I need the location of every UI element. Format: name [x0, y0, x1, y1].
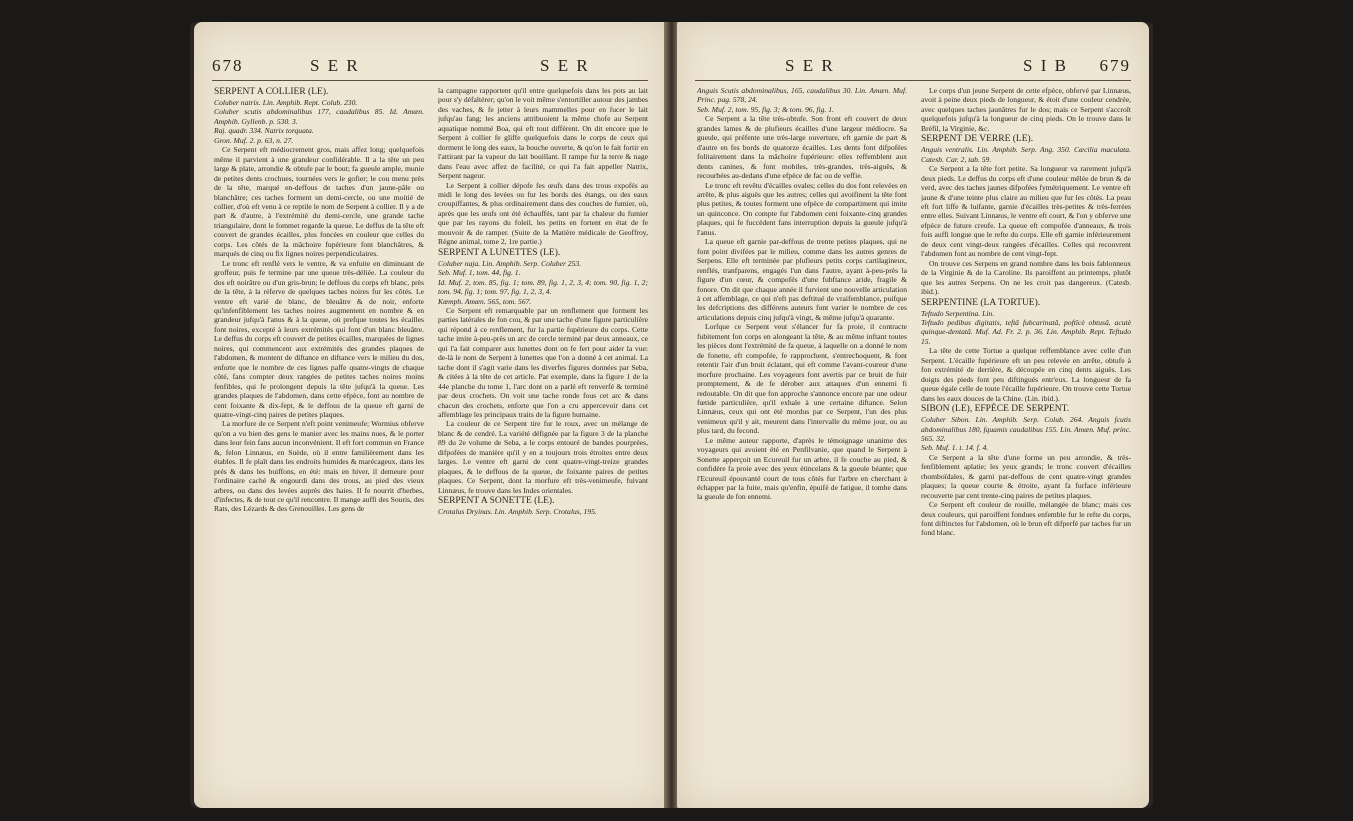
- paragraph: Le même auteur rapporte, d'après le témoignage unanime des voyageurs qui avoient été en Penfilvanie, que quand le Serpent à Sonette apperçoit un Ecureuil fur un arbre, il fe couche au pied, & confidère fa proie avec des yeux étincelans & la gueule béante; que l'Ecureuil épouvanté court de tous côtés fur l'arbre en cherchant à échapper par la fuite, mais qu'enfin, épuifé de fatigue, il tombe dans la gueule de fon ennemi.: [697, 435, 907, 502]
- running-head: S E R: [310, 56, 360, 75]
- paragraph: la campagne rapportent qu'il entre quelquefois dans les pots au lait pour s'y défaltérer; qu'on le voit même s'entortiller autour des jambes des vaches, & fe jetter à leurs mammelles pour en fucer le lait jufqu'au fang; les anciens attribuoient la même chofe au Serpent aquatique nommé Boa, qui eft tout différent. On dit encore que le Serpent à collier fe gliffe quelquefois dans le corps de ceux qui dorment le long des eaux, la bouche ouverte, & qu'on le fait fortir en l'attirant par la vapeur du lait bouillant. Il rampe fur la terre & nage dans l'eau avec affez de facilité, ce qui l'a fait appeller Natrix, Serpent nageur.: [438, 86, 648, 181]
- reference-line: Gron. Muf. 2. p. 63, n. 27.: [214, 135, 294, 145]
- paragraph: On trouve ces Serpens en grand nombre dans les bois fablonneux de la Virginie & de la Caroline. Ils paroiffent au printemps, plutôt que les autres Serpens. On ne les croit pas dangereux. (Catesb. ibid.).: [921, 258, 1131, 297]
- reference-line: Seb. Muf. 2, tom. 95, fig. 3; & tom. 96, fig. 1.: [697, 104, 834, 114]
- entry-heading: SERPENTINE (LA TORTUE).: [921, 297, 1041, 308]
- reference-line: Coluber naja. Lin. Amphib. Serp. Coluber 253.: [438, 258, 582, 268]
- left-page-header: [212, 56, 648, 78]
- reference-line: Teftudo Serpentina. Lin.: [921, 308, 995, 318]
- paragraph: Le tronc eft renflé vers le ventre, & va enfuite en diminuant de groffeur, puis fe termine par une queue très-déliée. La couleur du dos eft noirâtre ou d'un gris-brun; le deffous du corps eft blanc, près de la tête, à la réferve de quelques taches noires fur les côtés. Le ventre eft varié de blanc, de bleuâtre & de noir, enforte qu'infenfiblement les taches noires augmentent en nombre & en grandeur jufqu'à l'anus & à la queue, où prefque toutes les écailles font noires, excepté à leurs extrémités qui font d'un blanc bleuâtre. Le deffus du corps eft couvert de petites écailles, marquées de lignes noires, qui commencent aux extrémités des grandes plaques de l'abdomen, & montent de diftance en diftance vers le milieu du dos, enforte que le nombre de ces lignes paffe quatre-vingts de chaque côté, fans compter deux rangées de petites taches noires moins fenfibles, qui fe prolongent depuis la tête jufqu'à la queue. Les grandes plaques de l'abdomen, dans cette efpèce, font au nombre de cent foixante & dix-fept, & le deffous de la queue eft garni de quatre-vingt-cinq paires de petites plaques.: [214, 258, 424, 419]
- reference-line: Kœmph. Amæn. 565, tom. 567.: [438, 296, 532, 306]
- header-rule: [695, 80, 1131, 81]
- paragraph: Ce Serpent eft couleur de rouille, mélangée de blanc; mais ces deux couleurs, qui paroiffent fondues enfemble fur le refte du corps, font diftinctes fur l'abdomen, où le brun eft difperfé par taches fur un fond blanc.: [921, 500, 1131, 538]
- text-column: [214, 86, 424, 514]
- running-head: S E R: [540, 56, 590, 75]
- reference-line: Seb. Muf. 1, tom. 44, fig. 1.: [438, 268, 521, 278]
- entry-heading: SERPENT A LUNETTES (LE).: [438, 247, 561, 258]
- reference-line: Anguis Scutis abdominalibus, 165, caudalibus 30. Lin. Amæn. Muf. Princ. pag. 578, 24.: [697, 86, 907, 105]
- paragraph: Ce Serpent eft remarquable par un renflement que forment les parties latérales de fon cou, & par une tache d'une figure particulière qui répond à ce renflement, fur la partie fupérieure du corps. Cette tache imite à-peu-près un arc de cercle terminé par deux anneaux, ce qui l'a fait comparer aux lunettes dont on fe fert pour aider la vue: de-là le nom de Serpent à lunettes que l'on a donné à cet animal. La tache dont il s'agit varie dans les diverfes figures données par Seba, & citées à la tête de cet article. Par exemple, dans la figure 1 de la 44e planche du tome 1, l'arc dont on a parlé eft renverfé & terminé par deux crochets. On voit une tache ronde fous cet arc & dans chacun des crochets, enforte que l'on a cru appercevoir dans cet affemblage les principaux traits de la figure humaine.: [438, 305, 648, 419]
- left-page: [194, 22, 666, 808]
- running-head: S E R: [785, 56, 835, 75]
- entry-heading: SIBON (LE), EFPÈCE DE SERPENT.: [921, 404, 1070, 415]
- entry-heading: SERPENT A COLLIER (LE).: [214, 87, 329, 97]
- paragraph: Le tronc eft revêtu d'écailles ovales; celles du dos font relevées en arrête, & plus aiguës que les autres; celles qui avoifinent la tête font plus petites, & toutes forment une efpèce de compartiment qui imite un quinconce. On compte fur l'abdomen cent foixante-cinq grandes plaques, qui fe fuccèdent fans interruption depuis la gueule jufqu'à l'anus.: [697, 180, 907, 237]
- paragraph: Ce Serpent a la tête fort petite. Sa longueur va rarement jufqu'à deux pieds. Le deffus du corps eft d'une couleur mêlée de brun & de verd, avec des taches jaunes difpofées fymétriquement. Le ventre eft jaune & d'une teinte plus claire au milieu que fur les côtés. La peau eft fort liffe & luifante, garnie d'écailles très-petites & très-ferrées entre elles. Suivant Linnæus, le ventre eft court, & l'on y obferve une efpèce de future creufe. La queue eft compofée d'anneaux, & trois fois auffi longue que le refte du corps. Elle eft garnie inférieurement de deux cent vingt-deux rangées d'écailles. Celles qui recouvrent l'abdomen font au nombre de cent vingt-fept.: [921, 164, 1131, 259]
- reference-line: Teftudo pedibus digitatis, teftâ fubcarinatâ, poftîcè obtusâ, acutè quinque-dentatâ. Muf. Ad. Fr. 2. p. 36. Lin. Amphib. Rept. Teftudo 15.: [921, 317, 1131, 346]
- paragraph: Ce Serpent eft médiocrement gros, mais affez long; quelquefois même il parvient à une grandeur confidérable. Il a la tête un peu large & plate, arrondie & obtufe par le bout; fa gueule ample, munie de petites dents crochues, tournées vers le gofier; le cou menu près de la tête, marqué en-deffous de taches d'un jaune-pâle ou blanchâtre; ces taches forment un demi-cercle, ou une moitié de collier, d'où eft venu à ce reptile le nom de Serpent à collier. Il y a de part & d'autre, à l'extrémité du demi-cercle, une grande tache triangulaire, dont le fommet regarde la queue. Le deffus de la tête eft couvert de grandes écailles, plus foncées en couleur que celles du corps. Les côtés de la mâchoire fupérieure font blanchâtres, & marqués de cinq ou fix lignes noires perpendiculaires.: [214, 145, 424, 259]
- paragraph: La morfure de ce Serpent n'eft point venimeufe; Wormius obferve qu'on a vu bien des gens le manier avec les mains nues, & le porter dans leur fein fans aucun inconvénient. Il eft fort commun en France &, felon Linnæus, en Suède, où il entre familièrement dans les étables. Il fe plaît dans les endroits humides & marécageux, dans les prés & dans les buiffons, en été: mais en hiver, il demeure pour l'ordinaire caché & engourdi dans des trous, au pied des vieux arbres, ou dans des levées auprès des haies. Il fe nourrit d'herbes, d'infectes, & de tout ce qu'il rencontre. Il mange auffi des Souris, des Rats, des Lézards & des Grenouilles. Les gens de: [214, 419, 424, 514]
- page-number: 679: [1099, 56, 1131, 75]
- reference-line: Id. Muf. 2, tom. 85, fig. 1; tom. 89, fig. 1, 2, 3, 4; tom. 90, fig. 1, 2; tom. 94, fig. 1; tom. 97, fig. 1, 2, 3, 4.: [438, 277, 648, 297]
- paragraph: La tête de cette Tortue a quelque reffemblance avec celle d'un Serpent. L'écaille fupérieure eft un peu relevée en arrête, obtufe à fon extrémité de derrière, & découpée en cinq dents aiguës. Les doigts des pieds font peu diftingués entr'eux. La longueur de fa queue égale celle de toute l'écaille fupérieure. On trouve cette Tortue dans les eaux douces de la Chine. (Lin. ibid.).: [921, 346, 1131, 403]
- header-rule: [212, 80, 648, 81]
- running-head: S I B: [1023, 56, 1068, 75]
- text-column: [921, 86, 1131, 538]
- right-page-header: [695, 56, 1131, 78]
- entry-heading: SERPENT A SONETTE (LE).: [438, 496, 555, 507]
- text-column: [438, 86, 648, 516]
- paragraph: Ce Serpent a la tête d'une forme un peu arrondie, & très-fenfiblement aplatie; les yeux grands; le tronc couvert d'écailles rhomboïdales, & garni par-deffous de cent quatre-vingt grandes plaques; la queue courte & étroite, ayant fa furface inférieure recouverte par cent trente-cinq paires de petites plaques.: [921, 452, 1131, 500]
- paragraph: Le Serpent à collier dépofe fes œufs dans des trous expofés au midi le long des levées ou fur les bords des étangs, ou des eaux croupiffantes, & plus ordinairement dans des couches de fumier, où, après que les œufs ont été échauffés, tant par la chaleur du fumier que par les rayons du foleil, les petits en fortent en état de fe mouvoir & de ramper. (Suite de la Matière médicale de Geoffroy, Règne animal, tome 2, 1re partie.): [438, 180, 648, 247]
- right-page: [677, 22, 1149, 808]
- entry-heading: SERPENT DE VERRE (LE).: [921, 134, 1034, 145]
- paragraph: Ce Serpent a la tête très-obtufe. Son front eft couvert de deux grandes lames & de plufieurs écailles d'une largeur médiocre. Sa gueule, qui préfente une très-large ouverture, eft garnie de part & d'autre en fes bords de quatorze écailles. Les dents font difpofées folitairement dans la mâchoire fupérieure: elles reffemblent aux dents canines, & font mobiles, très-grandes, très-aiguës, & recourbées au-dedans d'une efpèce de fac ou de veffie.: [697, 114, 907, 181]
- book-spread: [190, 22, 1153, 808]
- reference-line: Raj. quadr. 334. Natrix torquata.: [214, 126, 314, 136]
- reference-line: Coluber Sibon. Lin. Amphib. Serp. Colub. 264. Anguis fcutis abdominalibus 180, fquamis caudalibus 155. Lin. Amæn. Muf. princ. 565. 32.: [921, 415, 1131, 443]
- text-column: [697, 86, 907, 502]
- paragraph: Le corps d'un jeune Serpent de cette efpèce, obfervé par Linnæus, avoit à peine deux pieds de longueur, & étoit d'une couleur cendrée, avec quelques taches jaunâtres fur le dos; mais ce Serpent s'accroît quelquefois jufqu'à la longueur de cinq pieds. On le trouve dans le Bréfil, la Virginie, &c.: [921, 86, 1131, 133]
- reference-line: Coluber natrix. Lin. Amphib. Rept. Colub. 230.: [214, 98, 358, 107]
- reference-line: Anguis ventralis. Lin. Amphib. Serp. Ang. 350. Cæcilia maculata. Catesb. Car. 2, tab. 59.: [921, 145, 1131, 164]
- reference-line: Crotalus Dryinas. Lin. Amphib. Serp. Crotalus, 195.: [438, 507, 597, 517]
- paragraph: Lorfque ce Serpent veut s'élancer fur fa proie, il contracte fubitement fon corps en alongeant la tête, & au même inftant toutes les pièces dont l'extrémité de fa queue, à laquelle on a donné le nom de fonette, eft compofée, fe rapprochent, s'entrechoquent, & font retentir l'air d'un bruit éclatant, qui eft comme l'avant-coureur d'une morfure prochaine. Les voyageurs font avertis par ce bruit de fuir promptement, & de fe dérober aux attaques d'un ennemi fi redoutable. On dit que fon approche s'annonce encore par une odeur fœtide particulière, qu'il exhale à une certaine diftance. Selon Linnæus, ceux qui ont été mordus par ce Serpent, l'un des plus venimeux qu'il y ait, meurent dans l'intervalle du même jour, ou au plus tard, du fecond.: [697, 322, 907, 436]
- paragraph: La queue eft garnie par-deffous de trente petites plaques, qui ne font point divifées par le milieu, comme dans les autres genres de Serpens. Elle eft terminée par plufieurs petits corps cartilagineux, renflés, tranfparens, engagés l'un dans l'autre, ayant à-peu-près la figure d'un cœur, & compofés d'une fubftance aride, fragile & fonore. On dit que chaque année il furvient une nouvelle articulation à cet affemblage, ce qui n'eft pas deftitué de vraifemblance, puifque les defcriptions des différens auteurs font varier le nombre de ces articulations depuis cinq jufqu'à vingt, & même jufqu'à quarante.: [697, 237, 907, 322]
- reference-line: Seb. Muf. 1. t. 14. f. 4.: [921, 443, 989, 453]
- page-number: 678: [212, 56, 244, 75]
- reference-line: Coluber scutis abdominalibus 177, caudalibus 85. Id. Amæn. Amphib. Gyllenb. p. 530. 3.: [214, 107, 424, 126]
- paragraph: La couleur de ce Serpent tire fur le roux, avec un mélange de blanc & de cendré. La variété défignée par la figure 3 de la planche 89 du 2e volume de Seba, a le corps entouré de bandes pourprées, difpofées de manière qu'il y en a toujours trois étroites entre deux larges. Le ventre eft garni de cent quatre-vingt-treize grandes plaques, & le deffous de la queue, de foixante paires de petites plaques. Ce Serpent, dont la morfure eft très-venimeufe, fuivant Linnæus, fe trouve dans les Indes orientales.: [438, 419, 648, 495]
